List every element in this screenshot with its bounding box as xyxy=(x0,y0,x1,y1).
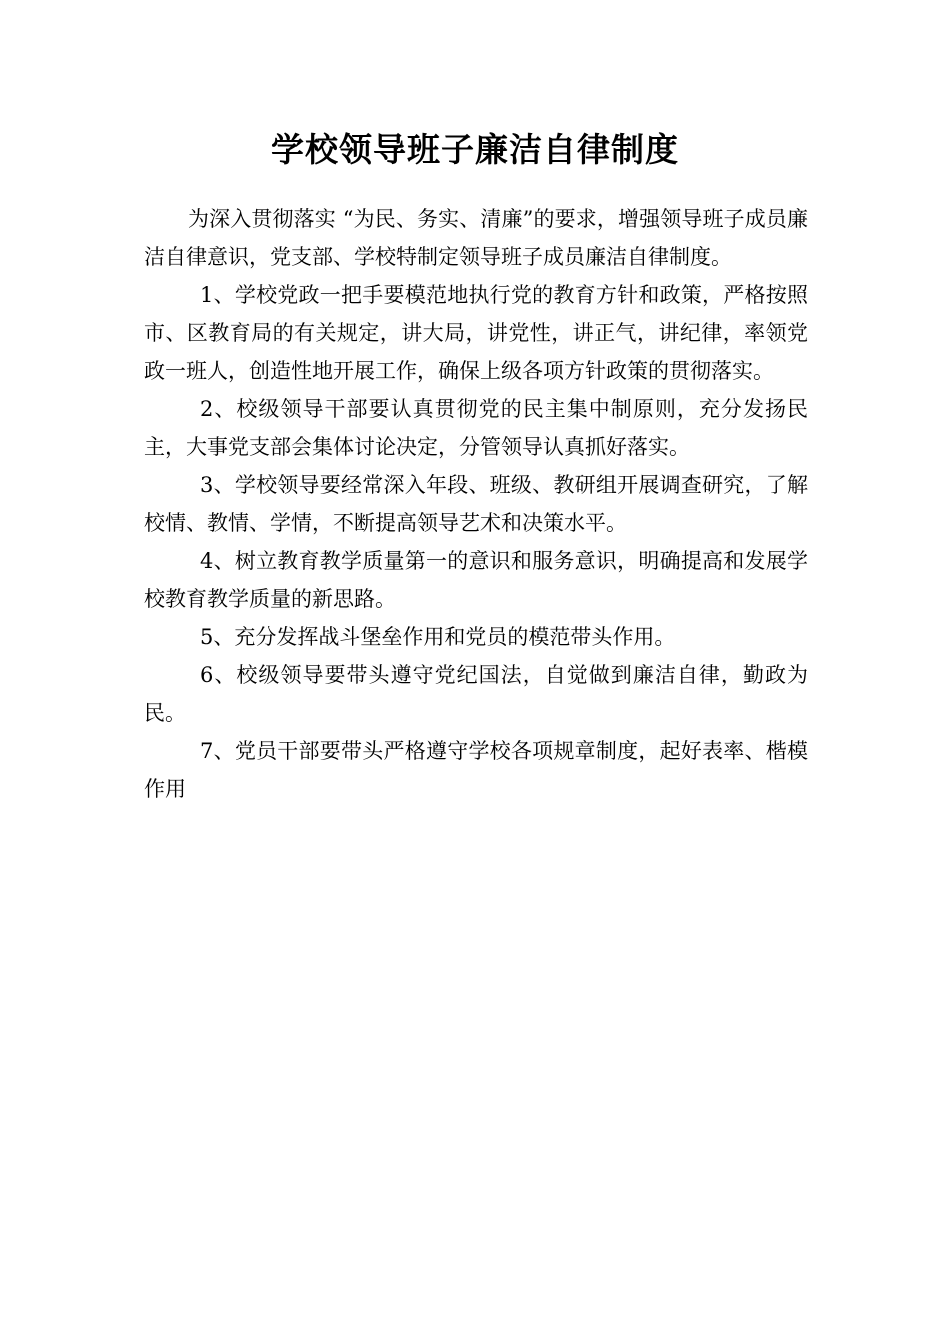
rule-item-4: 4、树立教育教学质量第一的意识和服务意识，明确提高和发展学校教育教学质量的新思路。 xyxy=(144,549,808,611)
rule-item-1: 1、学校党政一把手要模范地执行党的教育方针和政策，严格按照市、区教育局的有关规定，讲大局，讲党性，讲正气，讲纪律，率领党政一班人，创造性地开展工作，确保上级各项方针政策的贯彻落实。 xyxy=(144,283,808,383)
intro-paragraph: 为深入贯彻落实 “为民、务实、清廉”的要求，增强领导班子成员廉洁自律意识，党支部、学校特制定领导班子成员廉洁自律制度。 xyxy=(144,207,808,269)
document-title: 学校领导班子廉洁自律制度 xyxy=(271,130,679,169)
rule-item-3: 3、学校领导要经常深入年段、班级、教研组开展调查研究，了解校情、教情、学情，不断提高领导艺术和决策水平。 xyxy=(144,473,808,535)
rule-item-7: 7、党员干部要带头严格遵守学校各项规章制度，起好表率、楷模作用 xyxy=(144,739,808,801)
rule-item-6: 6、校级领导要带头遵守党纪国法，自觉做到廉洁自律，勤政为民。 xyxy=(144,663,808,725)
rule-item-5: 5、充分发挥战斗堡垒作用和党员的模范带头作用。 xyxy=(200,625,676,649)
rule-item-2: 2、校级领导干部要认真贯彻党的民主集中制原则，充分发扬民主，大事党支部会集体讨论决定，分管领导认真抓好落实。 xyxy=(144,397,808,459)
document-body xyxy=(144,200,808,808)
